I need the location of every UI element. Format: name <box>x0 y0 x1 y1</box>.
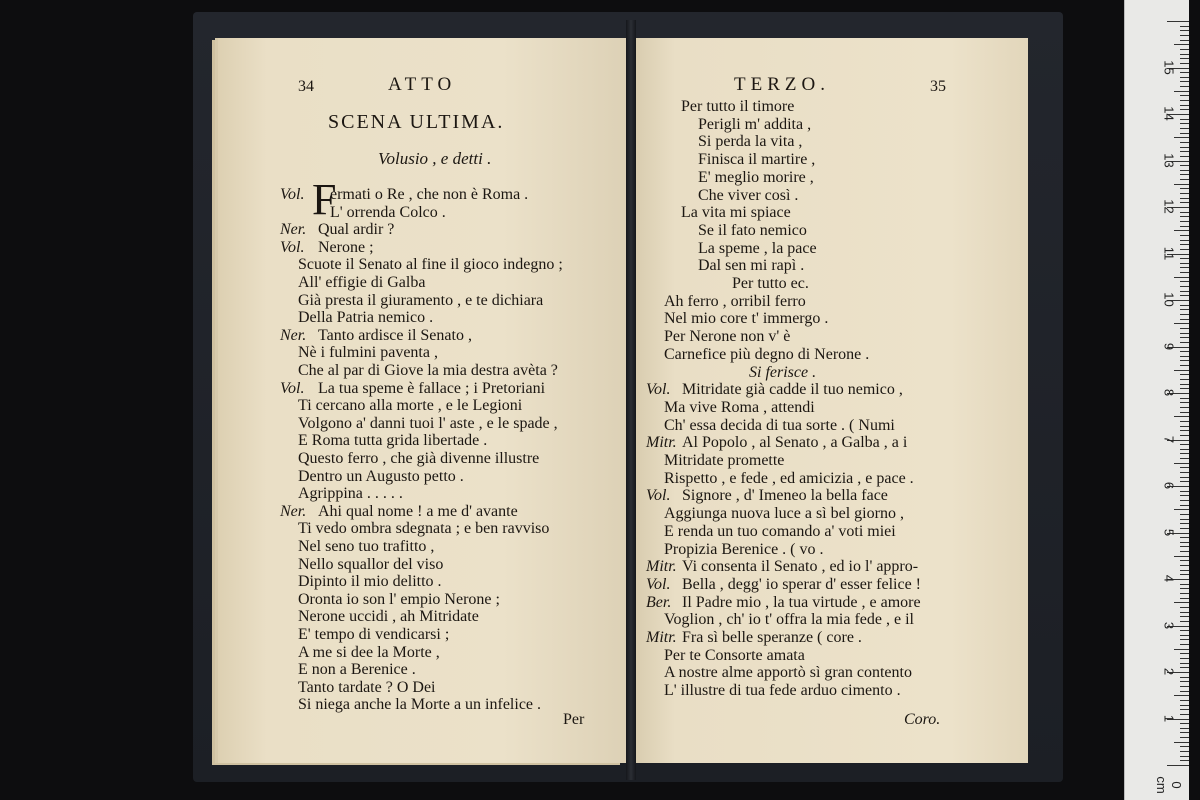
ruler-tick <box>1180 221 1189 222</box>
verse-line: La speme , la pace <box>698 239 817 257</box>
speaker-label: Vol. <box>280 238 305 256</box>
ruler-tick <box>1174 91 1189 92</box>
ruler-tick <box>1174 509 1189 510</box>
ruler-tick <box>1180 700 1189 701</box>
ruler-tick <box>1180 142 1189 143</box>
ruler-tick <box>1180 570 1189 571</box>
ruler-tick <box>1180 514 1189 515</box>
ruler-tick <box>1180 286 1189 287</box>
verse-line: Mitridate promette <box>664 452 785 469</box>
verse-line: Fra sì belle speranze ( core . <box>682 629 862 646</box>
ruler-tick <box>1180 188 1189 189</box>
speaker-label: Vol. <box>646 487 671 505</box>
ruler-tick <box>1180 356 1189 357</box>
ruler-tick <box>1180 147 1189 148</box>
verse-line: Per te Consorte amata <box>664 646 805 664</box>
ruler-tick <box>1180 705 1189 706</box>
ruler-tick <box>1180 598 1189 599</box>
verse-line: Propizia Berenice . ( vo . <box>664 540 824 558</box>
verse-line: Signore , d' Imeneo la bella face <box>682 487 888 505</box>
verse-line: Perigli m' addita , <box>698 115 812 133</box>
ruler-tick <box>1180 467 1189 468</box>
verse-line: Nello squallor del viso <box>298 555 444 573</box>
ruler-tick <box>1180 295 1189 296</box>
verse-line: La vita mi spiace <box>681 204 791 222</box>
verse-line: Qual ardir ? <box>318 221 395 239</box>
verse-line: Vi consenta il Senato , ed io l' appro- <box>682 558 919 576</box>
ruler-tick <box>1180 402 1189 403</box>
ruler-tick <box>1180 477 1189 478</box>
ruler-tick <box>1180 551 1189 552</box>
ruler-tick <box>1180 677 1189 678</box>
ruler-tick <box>1180 240 1189 241</box>
ruler-tick <box>1180 54 1189 55</box>
ruler-tick <box>1180 193 1189 194</box>
ruler-tick <box>1180 435 1189 436</box>
verse-line: Già presta il giuramento , e te dichiara <box>298 291 544 309</box>
scene-subtitle: Volusio , e detti . <box>378 149 492 168</box>
ruler-tick <box>1180 500 1189 501</box>
verse-line: Al Popolo , al Senato , a Galba , a i <box>682 434 908 452</box>
ruler-tick <box>1174 137 1189 138</box>
running-head-left: ATTO <box>388 74 457 95</box>
ruler-tick <box>1174 416 1189 417</box>
ruler-tick <box>1180 86 1189 87</box>
ruler-tick <box>1180 621 1189 622</box>
verse-line: Voglion , ch' io t' offra la mia fede , e il <box>664 611 914 629</box>
ruler-tick <box>1180 565 1189 566</box>
ruler-tick <box>1180 667 1189 668</box>
ruler-tick <box>1180 212 1189 213</box>
ruler-tick <box>1180 202 1189 203</box>
ruler-tick <box>1180 495 1189 496</box>
verse-line: L' illustre di tua fede arduo cimento . <box>664 682 901 700</box>
ruler-tick <box>1180 198 1189 199</box>
ruler-tick <box>1180 365 1189 366</box>
ruler-tick <box>1174 370 1189 371</box>
ruler-tick <box>1180 412 1189 413</box>
ruler-tick <box>1180 639 1189 640</box>
ruler-tick <box>1180 732 1189 733</box>
verse-line: Finisca il martire , <box>698 151 816 169</box>
measuring-ruler <box>1124 0 1189 800</box>
ruler-tick <box>1180 616 1189 617</box>
ruler-tick <box>1180 249 1189 250</box>
scene-title: SCENA ULTIMA. <box>328 111 505 133</box>
ruler-number: 1 <box>1161 714 1177 722</box>
ruler-tick <box>1180 105 1189 106</box>
ruler-tick <box>1180 119 1189 120</box>
verse-line: All' effigie di Galba <box>298 274 426 291</box>
verse-line: Questo ferro , che già divenne illustre <box>298 450 540 467</box>
ruler-tick <box>1180 128 1189 129</box>
verse-line: Si perda la vita , <box>698 133 803 151</box>
ruler-tick <box>1174 556 1189 557</box>
ruler-tick <box>1180 398 1189 399</box>
speaker-label: Vol. <box>280 379 305 397</box>
ruler-number: 10 <box>1161 292 1177 307</box>
verse-line: E Roma tutta grida libertade . <box>298 432 488 450</box>
book-gutter <box>626 20 636 780</box>
ruler-tick <box>1180 179 1189 180</box>
ruler-tick <box>1180 263 1189 264</box>
ruler-tick <box>1180 342 1189 343</box>
verse-line: Si niega anche la Morte a un infelice . <box>298 696 542 714</box>
ruler-tick <box>1180 337 1189 338</box>
ruler-tick <box>1180 453 1189 454</box>
speaker-label: Vol. <box>646 381 671 399</box>
verse-line: E renda un tuo comando a' voti miei <box>664 522 896 540</box>
ruler-tick <box>1180 314 1189 315</box>
speaker-label: Mitr. <box>646 558 677 576</box>
ruler-number: 5 <box>1161 528 1177 536</box>
verse-line: Scuote il Senato al fine il gioco indegno ; <box>298 256 563 274</box>
ruler-tick <box>1180 35 1189 36</box>
ruler-tick <box>1180 333 1189 334</box>
ruler-tick <box>1180 709 1189 710</box>
ruler-tick <box>1180 542 1189 543</box>
speaker-label: Ner. <box>280 502 307 520</box>
ruler-tick <box>1180 291 1189 292</box>
ruler-tick <box>1180 351 1189 352</box>
ruler-tick <box>1180 235 1189 236</box>
ruler-tick <box>1180 519 1189 520</box>
ruler-tick <box>1180 63 1189 64</box>
ruler-tick <box>1174 230 1189 231</box>
ruler-tick <box>1174 184 1189 185</box>
ruler-tick <box>1180 226 1189 227</box>
ruler-number: 9 <box>1161 342 1177 350</box>
ruler-number: 11 <box>1161 246 1177 260</box>
speaker-label: Vol. <box>646 575 671 593</box>
ruler-tick <box>1180 686 1189 687</box>
ruler-tick <box>1180 728 1189 729</box>
catchword-right: Coro. <box>904 711 941 728</box>
ruler-tick <box>1180 174 1189 175</box>
ruler-tick <box>1180 607 1189 608</box>
ruler-unit-label: 0 cm <box>1154 776 1184 794</box>
verse-line: Dal sen mi rapì . <box>698 257 805 275</box>
page-number-right: 35 <box>930 78 946 95</box>
ruler-number: 14 <box>1161 106 1177 121</box>
ruler-tick <box>1180 421 1189 422</box>
ruler-tick <box>1180 77 1189 78</box>
speaker-label: Ber. <box>646 593 672 611</box>
verse-line: Dipinto il mio delitto . <box>298 573 442 591</box>
ruler-tick <box>1180 165 1189 166</box>
right-page <box>636 38 1028 763</box>
ruler-tick <box>1180 374 1189 375</box>
verse-line: Ch' essa decida di tua sorte . ( Numi <box>664 416 895 434</box>
ruler-tick <box>1180 156 1189 157</box>
page-number-left: 34 <box>298 78 314 95</box>
ruler-tick <box>1180 449 1189 450</box>
verse-line: Per tutto il timore <box>681 98 795 115</box>
ruler-tick <box>1180 133 1189 134</box>
ruler-tick <box>1180 72 1189 73</box>
ruler-tick <box>1180 760 1189 761</box>
ruler-tick <box>1180 560 1189 561</box>
verse-line: E' tempo di vendicarsi ; <box>298 626 450 643</box>
verse-line: ermati o Re , che non è Roma . <box>330 186 529 203</box>
ruler-tick <box>1180 481 1189 482</box>
ruler-tick <box>1180 109 1189 110</box>
ruler-tick <box>1167 21 1189 22</box>
ruler-tick <box>1180 216 1189 217</box>
verse-line: Nel seno tuo trafitto , <box>298 538 435 555</box>
ruler-tick <box>1180 528 1189 529</box>
ruler-tick <box>1180 663 1189 664</box>
verse-line: Nel mio core t' immergo . <box>664 310 829 328</box>
ruler-tick <box>1180 746 1189 747</box>
ruler-tick <box>1180 723 1189 724</box>
verse-line: Tanto ardisce il Senato , <box>318 326 472 344</box>
verse-line: Oronta io son l' empio Nerone ; <box>298 590 500 608</box>
ruler-tick <box>1180 658 1189 659</box>
ruler-tick <box>1180 40 1189 41</box>
verse-line: Ti cercano alla morte , e le Legioni <box>298 397 523 415</box>
ruler-tick <box>1180 379 1189 380</box>
ruler-tick <box>1180 574 1189 575</box>
ruler-tick <box>1167 765 1189 766</box>
ruler-number: 3 <box>1161 621 1177 629</box>
ruler-tick <box>1180 644 1189 645</box>
drop-capital: F <box>312 175 337 224</box>
ruler-tick <box>1180 328 1189 329</box>
verse-line: L' orrenda Colco . <box>330 203 446 221</box>
ruler-number: 13 <box>1161 152 1177 168</box>
ruler-tick <box>1180 272 1189 273</box>
ruler-tick <box>1180 170 1189 171</box>
ruler-tick <box>1180 281 1189 282</box>
ruler-tick <box>1180 123 1189 124</box>
speaker-label: Vol. <box>280 186 305 203</box>
ruler-tick <box>1180 681 1189 682</box>
verse-line: Ah ferro , orribil ferro <box>664 292 806 310</box>
verse-line: A nostre alme apportò sì gran contento <box>664 664 912 682</box>
ruler-tick <box>1180 714 1189 715</box>
ruler-tick <box>1180 523 1189 524</box>
ruler-tick <box>1180 267 1189 268</box>
ruler-tick <box>1180 258 1189 259</box>
ruler-tick <box>1174 649 1189 650</box>
verse-line: Che viver così . <box>698 186 799 204</box>
verse-line: E' meglio morire , <box>698 168 814 186</box>
verse-line: Agrippina . . . . . <box>298 485 403 503</box>
verse-line: Per Nerone non v' è <box>664 328 791 346</box>
ruler-tick <box>1180 426 1189 427</box>
ruler-number: 15 <box>1161 59 1177 75</box>
verse-line: Ma vive Roma , attendi <box>664 398 815 416</box>
ruler-tick <box>1180 100 1189 101</box>
ruler-tick <box>1180 612 1189 613</box>
verse-line: Aggiunga nuova luce a sì bel giorno , <box>664 505 904 523</box>
ruler-tick <box>1180 593 1189 594</box>
verse-line: Dentro un Augusto petto . <box>298 467 464 485</box>
ruler-tick <box>1174 277 1189 278</box>
ruler-tick <box>1180 444 1189 445</box>
verse-line: Volgono a' danni tuoi l' aste , e le spade , <box>298 414 558 432</box>
verse-line: Tanto tardate ? O Dei <box>298 678 436 696</box>
ruler-tick <box>1174 602 1189 603</box>
ruler-tick <box>1174 695 1189 696</box>
ruler-tick <box>1180 360 1189 361</box>
ruler-tick <box>1180 546 1189 547</box>
ruler-tick <box>1180 319 1189 320</box>
ruler-number: 12 <box>1161 199 1177 214</box>
ruler-tick <box>1180 756 1189 757</box>
ruler-tick <box>1180 244 1189 245</box>
verse-line: Della Patria nemico . <box>298 309 434 327</box>
speaker-label: Mitr. <box>646 629 677 646</box>
ruler-tick <box>1180 81 1189 82</box>
ruler-tick <box>1180 151 1189 152</box>
ruler-tick <box>1180 472 1189 473</box>
verse-line: Mitridate già cadde il tuo nemico , <box>682 381 903 399</box>
ruler-tick <box>1180 49 1189 50</box>
ruler-tick <box>1180 430 1189 431</box>
ruler-tick <box>1180 30 1189 31</box>
verse-line: Il Padre mio , la tua virtude , e amore <box>682 593 921 611</box>
ruler-tick <box>1180 505 1189 506</box>
ruler-tick <box>1180 26 1189 27</box>
verse-line: Rispetto , e fede , ed amicizia , e pace . <box>664 469 914 487</box>
verse-line: Carnefice più degno di Nerone . <box>664 345 870 363</box>
ruler-tick <box>1180 388 1189 389</box>
ruler-tick <box>1180 584 1189 585</box>
ruler-number: 6 <box>1161 481 1177 490</box>
running-head-right: TERZO. <box>734 74 830 95</box>
verse-line: A me si dee la Morte , <box>298 643 440 661</box>
verse-line: Che al par di Giove la mia destra avèta ? <box>298 362 558 379</box>
ruler-tick <box>1180 751 1189 752</box>
ruler-tick <box>1180 309 1189 310</box>
catchword-left: Per <box>563 711 585 728</box>
verse-line: Ahi qual nome ! a me d' avante <box>318 502 518 520</box>
speaker-label: Ner. <box>280 221 307 239</box>
verse-line: Nerone ; <box>318 238 374 256</box>
verse-line: E non a Berenice . <box>298 661 416 679</box>
ruler-number: 2 <box>1161 667 1177 676</box>
speaker-label: Ner. <box>280 326 307 344</box>
ruler-tick <box>1180 630 1189 631</box>
ruler-tick <box>1180 58 1189 59</box>
ruler-tick <box>1180 691 1189 692</box>
ruler-tick <box>1174 44 1189 45</box>
verse-line: Si ferisce . <box>749 363 817 381</box>
ruler-number: 4 <box>1161 574 1177 583</box>
ruler-tick <box>1180 407 1189 408</box>
ruler-number: 7 <box>1161 435 1177 443</box>
verse-line: Ti vedo ombra sdegnata ; e ben ravviso <box>298 520 550 538</box>
ruler-tick <box>1180 588 1189 589</box>
ruler-tick <box>1180 384 1189 385</box>
speaker-label: Mitr. <box>646 434 677 452</box>
ruler-number: 8 <box>1161 388 1177 397</box>
ruler-tick <box>1180 653 1189 654</box>
ruler-tick <box>1180 737 1189 738</box>
ruler-tick <box>1180 305 1189 306</box>
verse-line: Se il fato nemico <box>698 221 807 239</box>
ruler-tick <box>1180 491 1189 492</box>
ruler-tick <box>1180 635 1189 636</box>
verse-line: Per tutto ec. <box>732 275 809 292</box>
verse-line: Bella , degg' io sperar d' esser felice ! <box>682 575 921 593</box>
ruler-tick <box>1180 458 1189 459</box>
verse-line: La tua speme è fallace ; i Pretoriani <box>318 379 546 397</box>
verse-line: Nerone uccidi , ah Mitridate <box>298 608 479 626</box>
ruler-tick <box>1174 463 1189 464</box>
ruler-tick <box>1174 323 1189 324</box>
ruler-tick <box>1174 742 1189 743</box>
verse-line: Nè i fulmini paventa , <box>298 344 438 362</box>
ruler-tick <box>1180 95 1189 96</box>
left-page <box>218 38 626 763</box>
ruler-tick <box>1180 537 1189 538</box>
